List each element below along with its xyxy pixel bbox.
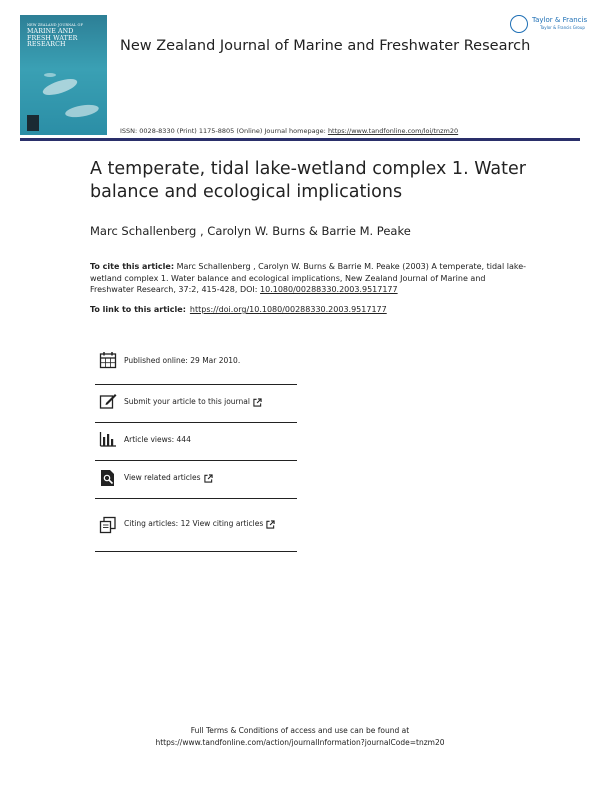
article-link-line bbox=[90, 305, 387, 314]
citing-articles-link[interactable] bbox=[124, 519, 275, 529]
article-views-row bbox=[95, 423, 297, 461]
issn-line bbox=[120, 127, 458, 135]
external-link-icon bbox=[253, 398, 262, 407]
citation-label: To cite this article: bbox=[90, 262, 175, 271]
article-doi-link[interactable]: https://doi.org/10.1080/00288330.2003.9517177 bbox=[189, 305, 387, 314]
bar-chart-icon bbox=[99, 430, 117, 448]
citation-doi-link[interactable]: 10.1080/00288330.2003.9517177 bbox=[260, 285, 398, 294]
article-authors: Marc Schallenberg , Carolyn W. Burns & Barrie M. Peake bbox=[90, 224, 411, 238]
article-link-label: To link to this article: bbox=[90, 305, 186, 314]
citing-articles-row[interactable] bbox=[95, 499, 297, 552]
cover-supertitle: NEW ZEALAND JOURNAL OF bbox=[27, 23, 84, 27]
cover-title bbox=[27, 23, 103, 49]
published-date: Published online: 29 Mar 2010. bbox=[124, 356, 241, 365]
citing-documents-icon bbox=[99, 516, 117, 534]
citing-articles-label: Citing articles: 12 View citing articles bbox=[124, 519, 264, 528]
article-views-count: Article views: 444 bbox=[124, 435, 191, 444]
external-link-icon bbox=[204, 474, 213, 483]
journal-homepage-link[interactable]: https://www.tandfonline.com/loi/tnzm20 bbox=[327, 127, 459, 135]
edit-icon bbox=[99, 392, 117, 410]
document-search-icon bbox=[99, 469, 117, 487]
published-row bbox=[95, 347, 297, 385]
publisher-logo bbox=[510, 15, 588, 39]
publisher-logo-icon bbox=[510, 15, 528, 33]
cover-publisher-badge bbox=[27, 115, 39, 131]
publisher-logo-line-1: Taylor & Francis bbox=[532, 16, 588, 24]
article-info-list bbox=[95, 347, 297, 552]
submit-article-row[interactable] bbox=[95, 385, 297, 423]
footer-terms-text: Full Terms & Conditions of access and use can be found at bbox=[190, 726, 410, 735]
citation-block bbox=[90, 261, 530, 296]
journal-name: New Zealand Journal of Marine and Freshwater Research bbox=[120, 38, 531, 54]
external-link-icon bbox=[266, 520, 275, 529]
cover-title-line-3: RESEARCH bbox=[27, 41, 66, 48]
related-articles-label: View related articles bbox=[124, 473, 201, 482]
article-title: A temperate, tidal lake-wetland complex 1. Water balance and ecological implications bbox=[90, 159, 526, 202]
related-articles-row[interactable] bbox=[95, 461, 297, 499]
citation-text: Marc Schallenberg , Carolyn W. Burns & Barrie M. Peake (2003) A temperate, tidal lake-wetland complex 1. Water balance and ecological implications, New Zealand Journal of Marine and Freshwater Research, 37:2, 415-428, DOI: bbox=[90, 262, 527, 294]
submit-article-link[interactable] bbox=[124, 397, 262, 407]
related-articles-link[interactable] bbox=[124, 473, 213, 483]
cover-title-line-2: FRESH WATER bbox=[27, 34, 78, 42]
publisher-logo-line-2: Taylor & Francis Group bbox=[540, 25, 585, 30]
footer-terms-link[interactable]: https://www.tandfonline.com/action/journalInformation?journalCode=tnzm20 bbox=[155, 738, 445, 747]
calendar-icon bbox=[99, 351, 117, 369]
journal-cover-image bbox=[20, 15, 107, 135]
header-divider bbox=[20, 138, 580, 141]
submit-article-label: Submit your article to this journal bbox=[124, 397, 250, 406]
cover-title-line-1: MARINE AND bbox=[27, 28, 74, 35]
issn-text: ISSN: 0028-8330 (Print) 1175-8805 (Online) Journal homepage: bbox=[120, 127, 328, 135]
footer bbox=[0, 725, 600, 749]
